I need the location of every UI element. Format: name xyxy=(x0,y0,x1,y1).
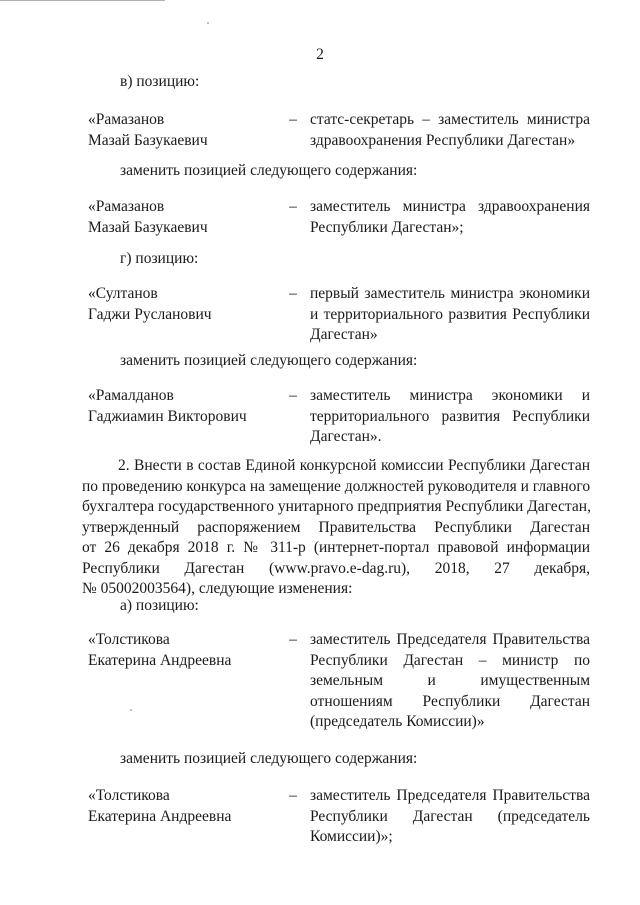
replace-instruction: заменить позицией следующего содержания: xyxy=(120,352,418,369)
paragraph-line: Республики Дагестан (www.pravo.e-dag.ru), 2018, 27 декабря, xyxy=(82,559,590,577)
given-names: Гаджи Русланович xyxy=(88,305,212,323)
desc-line: Республики Дагестан»; xyxy=(310,218,464,236)
scan-speck xyxy=(130,709,132,711)
desc-line: Дагестан». xyxy=(310,428,382,445)
desc-line: Республики Дагестан – министр по xyxy=(310,651,590,669)
desc-line: (председатель Комиссии)» xyxy=(310,713,485,730)
desc-line: здравоохранения Республики Дагестан» xyxy=(310,131,576,149)
position-description xyxy=(310,284,590,346)
item-a-intro: а) позицию: xyxy=(120,597,199,614)
scan-edge-line xyxy=(0,0,165,1)
desc-line: заместитель Председателя Правительства xyxy=(310,631,590,648)
surname: «Рамазанов xyxy=(88,198,165,215)
desc-line: земельным и имущественным xyxy=(310,672,590,689)
dash: – xyxy=(289,198,297,215)
replace-instruction: заменить позицией следующего содержания: xyxy=(120,750,418,767)
position-description xyxy=(310,786,590,848)
position-description xyxy=(310,386,590,448)
person-name xyxy=(88,630,278,671)
item-v-intro: в) позицию: xyxy=(120,73,200,90)
paragraph-line: № 05002003564), следующие изменения: xyxy=(82,580,353,597)
replace-instruction: заменить позицией следующего содержания: xyxy=(120,162,418,179)
item-g-intro: г) позицию: xyxy=(120,250,199,267)
paragraph-line: утвержденный распоряжением Правительства Республики Дагестан xyxy=(82,518,590,536)
given-names: Екатерина Андреевна xyxy=(88,807,232,825)
person-name xyxy=(88,197,278,238)
paragraph-line: от 26 декабря 2018 г. № 311-р (интернет-портал правовой информации xyxy=(82,539,590,556)
desc-line: статс-секретарь – заместитель министра xyxy=(310,111,590,128)
surname: «Рамазанов xyxy=(88,111,165,128)
desc-line: и территориального развития Республики xyxy=(310,305,590,323)
person-name xyxy=(88,110,278,151)
given-names: Мазай Базукаевич xyxy=(88,131,208,149)
desc-line: заместитель министра экономики и xyxy=(310,387,590,404)
desc-line: отношениям Республики Дагестан xyxy=(310,692,590,710)
scan-speck xyxy=(207,22,209,24)
desc-line: заместитель министра здравоохранения xyxy=(310,198,590,215)
dash: – xyxy=(289,787,297,804)
position-description xyxy=(310,110,590,151)
desc-line: Республики Дагестан (председатель xyxy=(310,807,590,825)
desc-line: Комиссии)»; xyxy=(310,828,393,845)
paragraph-line: бухгалтера государственного унитарного предприятия Республики Дагестан, xyxy=(82,498,591,515)
dash: – xyxy=(289,285,297,302)
page-number: 2 xyxy=(316,46,324,63)
desc-line: Дагестан» xyxy=(310,326,378,343)
desc-line: первый заместитель министра экономики xyxy=(310,285,590,302)
surname: «Султанов xyxy=(88,285,158,302)
given-names: Гаджиамин Викторович xyxy=(88,407,247,425)
dash: – xyxy=(289,111,297,128)
given-names: Екатерина Андреевна xyxy=(88,651,232,669)
given-names: Мазай Базукаевич xyxy=(88,218,208,236)
paragraph-line: по проведению конкурса на замещение должностей руководителя и главного xyxy=(82,477,591,495)
surname: «Толстикова xyxy=(88,631,170,648)
position-description xyxy=(310,630,590,733)
person-name xyxy=(88,786,278,827)
person-name xyxy=(88,284,278,325)
paragraph-line: 2. Внести в состав Единой конкурсной комиссии Республики Дагестан xyxy=(118,457,590,474)
surname: «Рамалданов xyxy=(88,387,174,404)
person-name xyxy=(88,386,278,427)
dash: – xyxy=(289,631,297,648)
desc-line: заместитель Председателя Правительства xyxy=(310,787,590,804)
surname: «Толстикова xyxy=(88,787,170,804)
dash: – xyxy=(289,387,297,404)
desc-line: территориального развития Республики xyxy=(310,407,590,425)
position-description xyxy=(310,197,590,238)
point-2-paragraph xyxy=(82,456,590,600)
